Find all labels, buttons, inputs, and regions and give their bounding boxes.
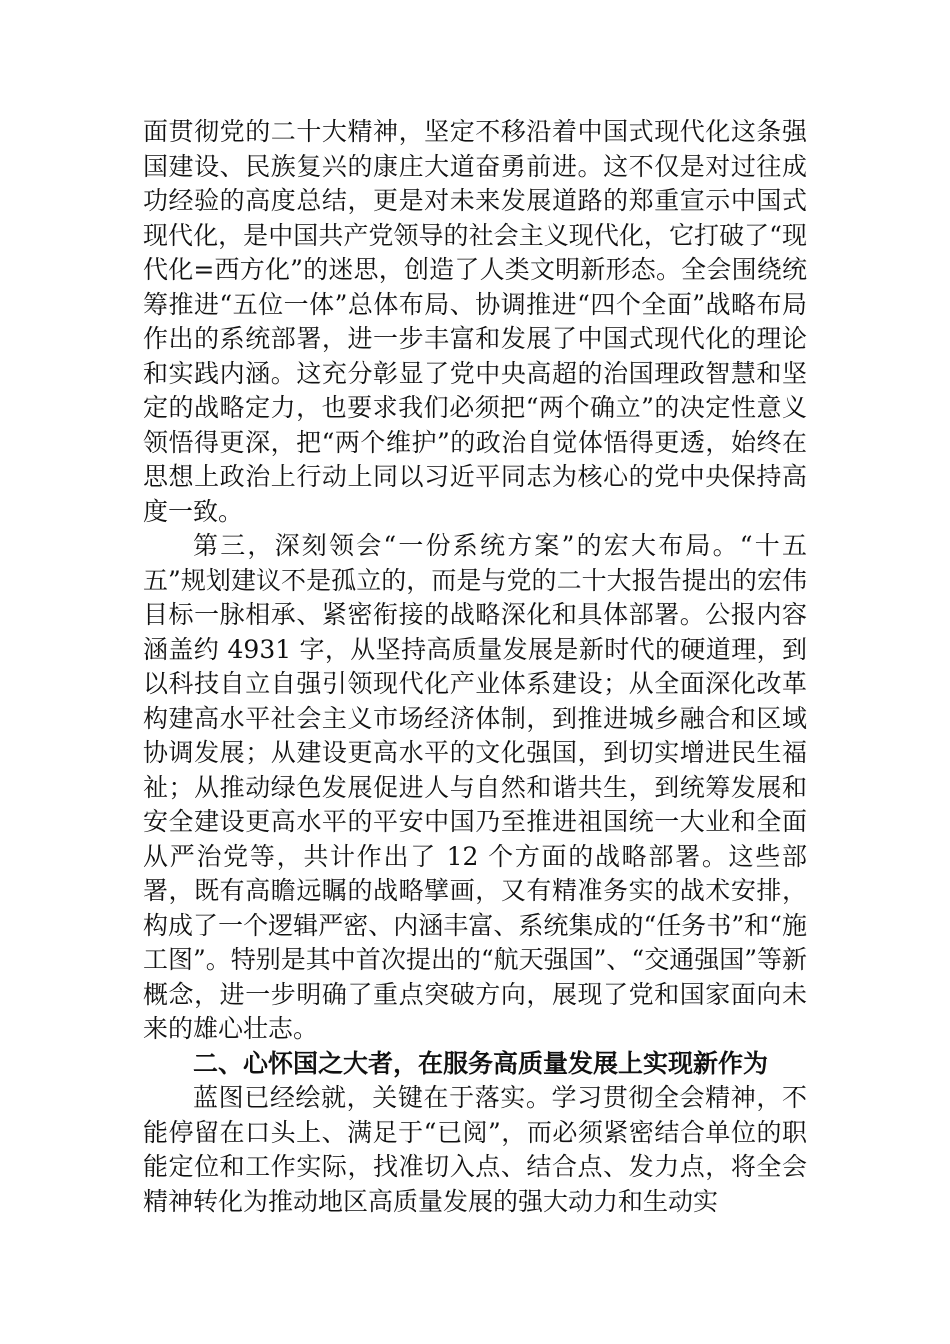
section-heading: 二、心怀国之大者，在服务高质量发展上实现新作为 (193, 1048, 769, 1078)
paragraph-third-point: 第三，深刻领会“一份系统方案”的宏大布局。“十五五”规划建议不是孤立的，而是与党的二十大报告提出的宏伟目标一脉相承、紧密衔接的战略深化和具体部署。公报内容涵盖约 4931 字，从坚持高质量发展是新时代的硬道理，到以科技自立自强引领现代化产业体系建设；从全面深化改革构建高水平社会主义市场经济体制，到推进城乡融合和区域协调发展；从建设更高水平的文化强国，到切实增进民生福祉；从推动绿色发展促进人与自然和谐共生，到统筹发展和安全建设更高水平的平安中国乃至推进祖国统一大业和全面从严治党等，共计作出了 12 个方面的战略部署。这些部署，既有高瞻远瞩的战略擘画，又有精准务实的战术安排，构成了一个逻辑严密、内涵丰富、系统集成的“任务书”和“施工图”。特别是其中首次提出的“航天强国”、“交通强国”等新概念，进一步明确了重点突破方向，展现了党和国家面向未来的雄心壮志。 (143, 531, 807, 1043)
document-body (143, 115, 807, 1219)
paragraph-implementation: 蓝图已经绘就，关键在于落实。学习贯彻全会精神，不能停留在口头上、满足于“已阅”，而必须紧密结合单位的职能定位和工作实际，找准切入点、结合点、发力点，将全会精神转化为推动地区高质量发展的强大动力和生动实 (143, 1083, 807, 1216)
paragraph-continuation: 面贯彻党的二十大精神，坚定不移沿着中国式现代化这条强国建设、民族复兴的康庄大道奋勇前进。这不仅是对过往成功经验的高度总结，更是对未来发展道路的郑重宣示中国式现代化，是中国共产党领导的社会主义现代化，它打破了“现代化=西方化”的迷思，创造了人类文明新形态。全会围绕统筹推进“五位一体”总体布局、协调推进“四个全面”战略布局作出的系统部署，进一步丰富和发展了中国式现代化的理论和实践内涵。这充分彰显了党中央高超的治国理政智慧和坚定的战略定力，也要求我们必须把“两个确立”的决定性意义领悟得更深，把“两个维护”的政治自觉体悟得更透，始终在思想上政治上行动上同以习近平同志为核心的党中央保持高度一致。 (143, 117, 807, 526)
